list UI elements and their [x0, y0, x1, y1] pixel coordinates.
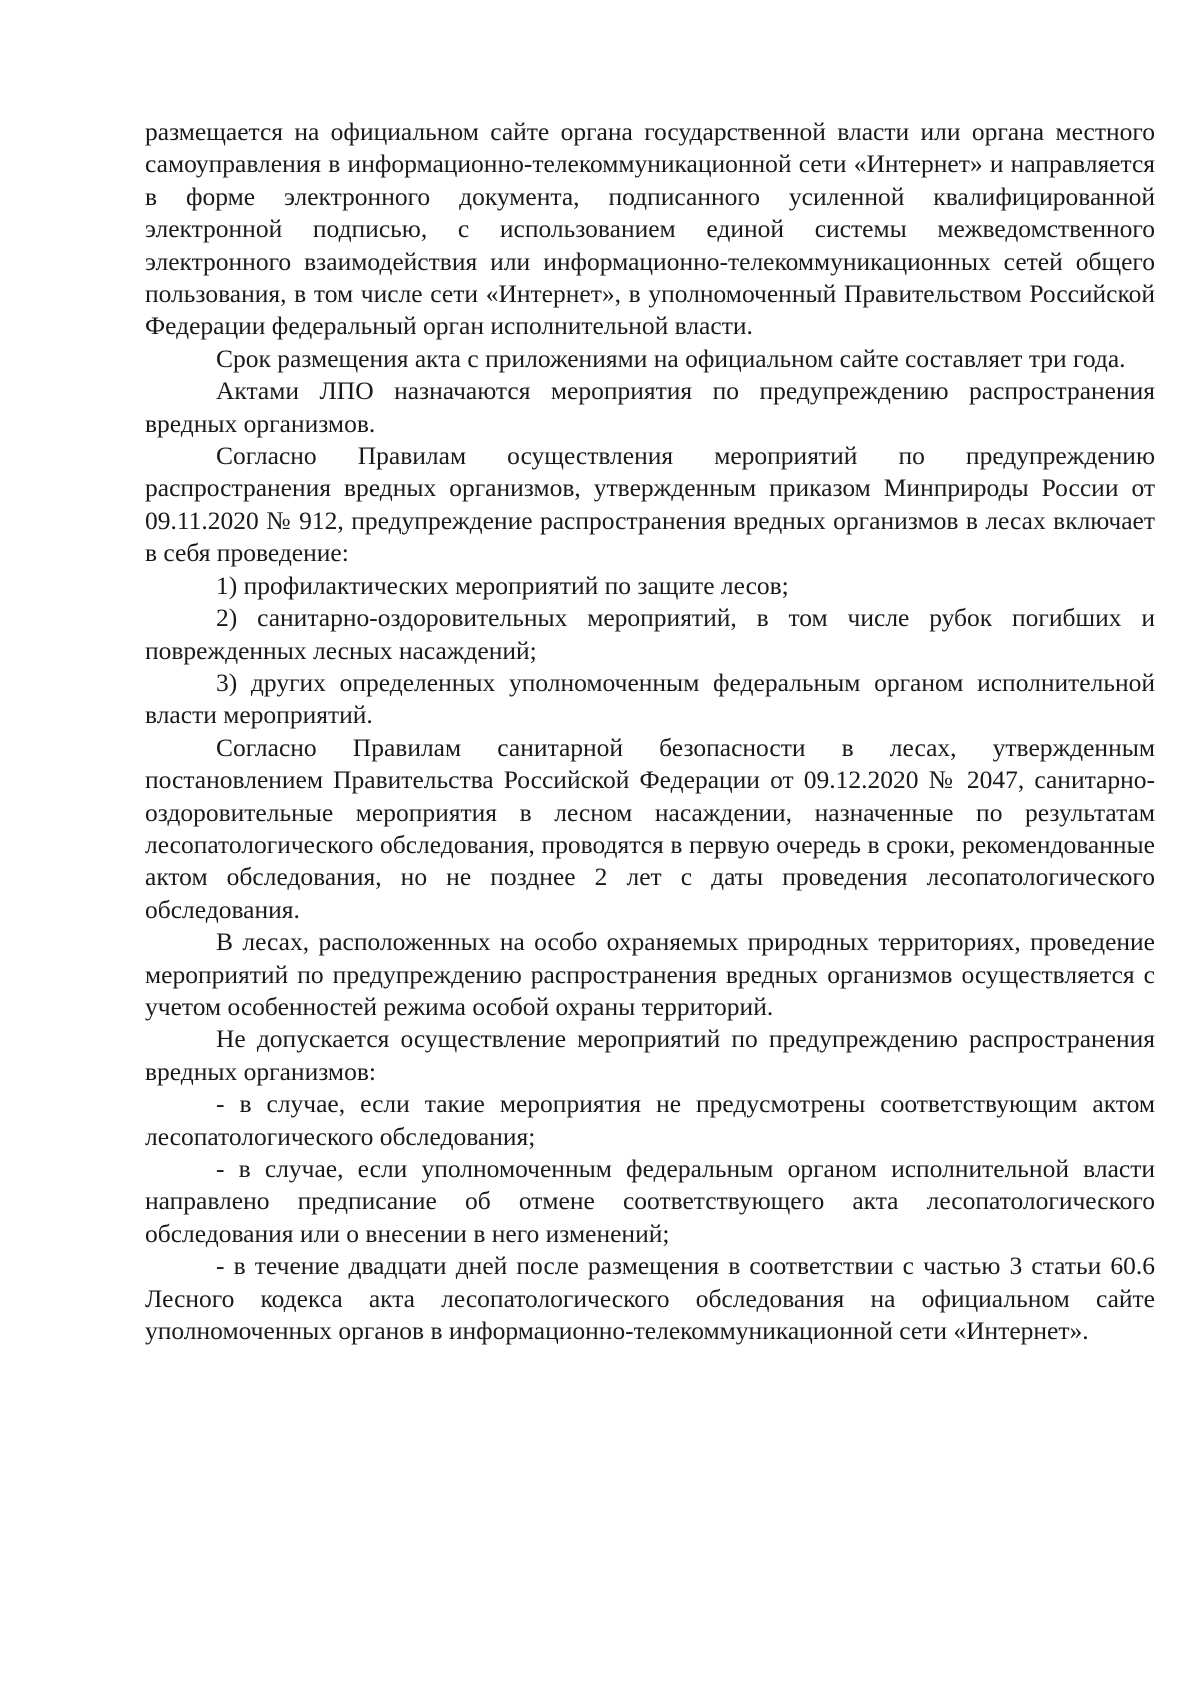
- paragraph-lpo-acts: Актами ЛПО назначаются мероприятия по предупреждению распространения вредных организмов.: [145, 376, 1155, 438]
- paragraph-sanitary-rules: Согласно Правилам санитарной безопасности в лесах, утвержденным постановлением Правительства Российской Федерации от 09.12.2020 № 2047, санитарно-оздоровительные мероприятия в лесном насаждении, назначенные по результатам лесопатологического обследования, проводятся в первую очередь в сроки, рекомендованные актом обследования, но не позднее 2 лет с даты проведения лесопатологического обследования.: [145, 732, 1155, 924]
- dash-item-3: - в течение двадцати дней после размещения в соответствии с частью 3 статьи 60.6 Лесного кодекса акта лесопатологического обследования на официальном сайте уполномоченных органов в информационно-телекоммуникационной сети «Интернет».: [145, 1251, 1155, 1346]
- list-item-3: 3) других определенных уполномоченным федеральным органом исполнительной власти мероприятий.: [145, 667, 1155, 730]
- paragraph-posting-term: Срок размещения акта с приложениями на официальном сайте составляет три года.: [216, 343, 1126, 373]
- list-item-2: 2) санитарно-оздоровительных мероприятий, в том числе рубок погибших и поврежденных лесных насаждений;: [145, 603, 1155, 665]
- list-item-1: 1) профилактических мероприятий по защите лесов;: [216, 570, 789, 600]
- dash-item-1: - в случае, если такие мероприятия не предусмотрены соответствующим актом лесопатологического обследования;: [145, 1089, 1155, 1151]
- paragraph-not-allowed: Не допускается осуществление мероприятий по предупреждению распространения вредных организмов:: [145, 1024, 1155, 1086]
- document-body: [145, 116, 1155, 1347]
- dash-item-2: - в случае, если уполномоченным федеральным органом исполнительной власти направлено предписание об отмене соответствующего акта лесопатологического обследования или о внесении в него изменений;: [145, 1154, 1155, 1248]
- paragraph-publication: размещается на официальном сайте органа государственной власти или органа местного самоуправления в информационно-телекоммуникационной сети «Интернет» и направляется в форме электронного документа, подписанного усиленной квалифицированной электронной подписью, с использованием единой системы межведомственного электронного взаимодействия или информационно-телекоммуникационных сетей общего пользования, в том числе сети «Интернет», в уполномоченный Правительством Российской Федерации федеральный орган исполнительной власти.: [145, 117, 1155, 341]
- paragraph-protected-areas: В лесах, расположенных на особо охраняемых природных территориях, проведение мероприятий по предупреждению распространения вредных организмов осуществляется с учетом особенностей режима особой охраны территорий.: [145, 927, 1155, 1021]
- paragraph-prevention-rules: Согласно Правилам осуществления мероприятий по предупреждению распространения вредных организмов, утвержденным приказом Минприроды России от 09.11.2020 № 912, предупреждение распространения вредных организмов в лесах включает в себя проведение:: [145, 441, 1155, 568]
